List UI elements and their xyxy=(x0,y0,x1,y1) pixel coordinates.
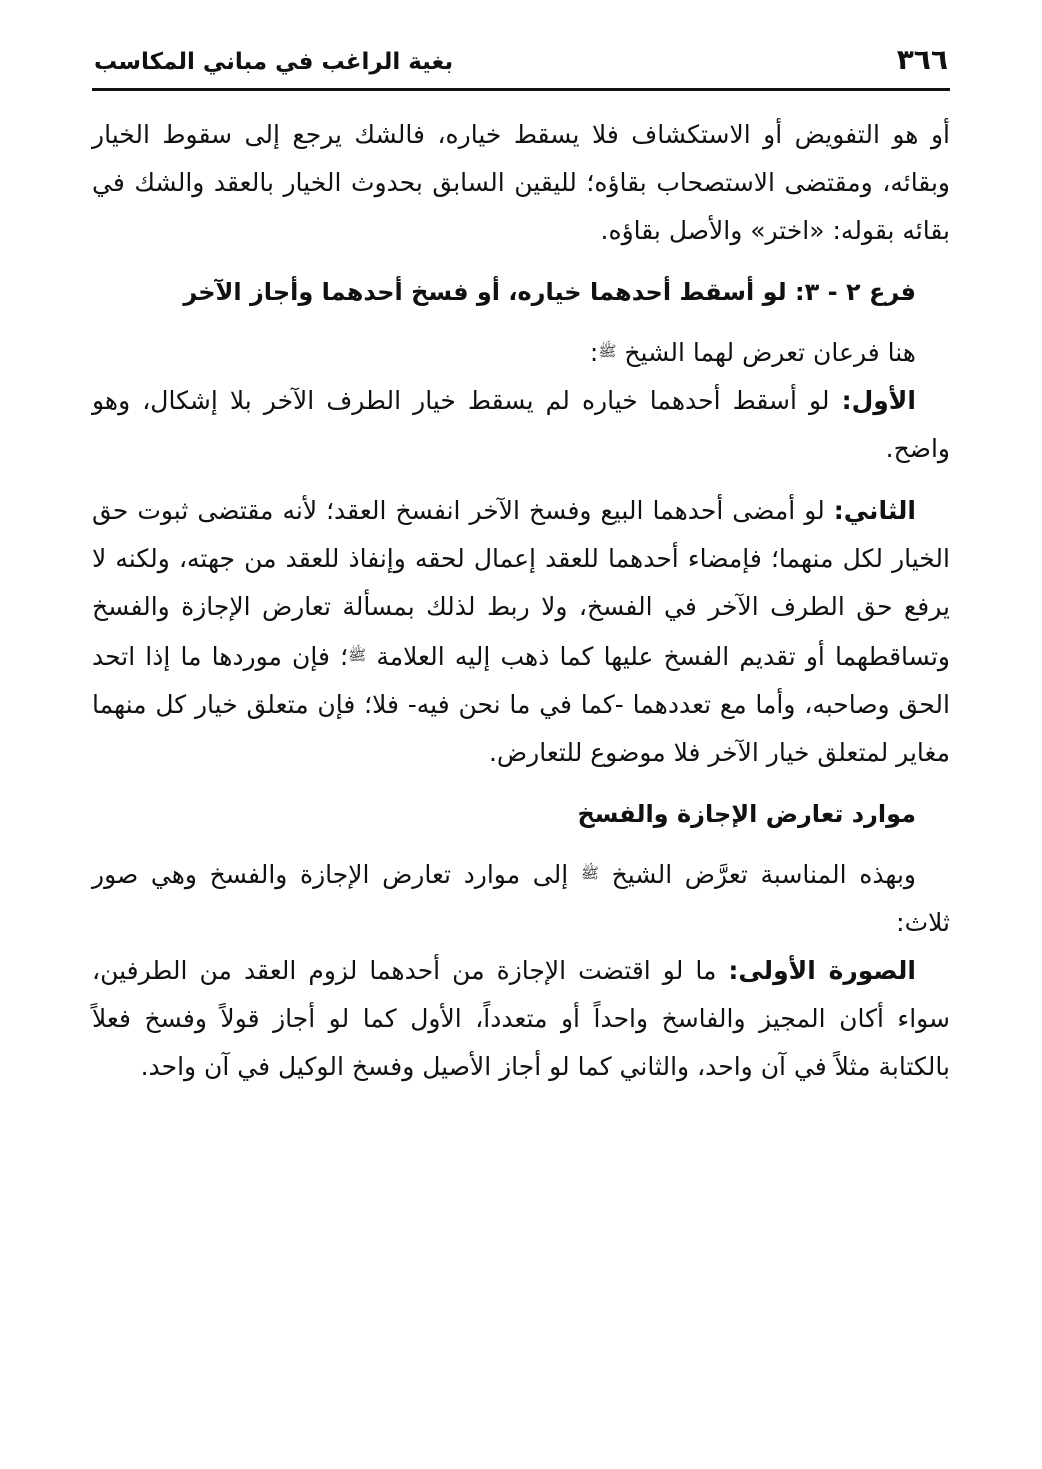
running-header xyxy=(92,36,950,91)
first-form-text: ما لو اقتضت الإجازة من أحدهما لزوم العقد من الطرفين، سواء أكان المجيز والفاسخ واحداً أو متعدداً، الأول كما لو أجاز قولاً وفسخ فعلاً بالكتابة مثلاً في آن واحد، والثاني كما لو أجاز الأصيل وفسخ الوكيل في آن واحد. xyxy=(92,956,950,1081)
first-case-label: الأول: xyxy=(841,386,916,415)
paragraph-first-form xyxy=(92,947,950,1091)
conflict-intro-text: وبهذه المناسبة تعرَّض الشيخ xyxy=(611,860,916,889)
section-heading-branch: فرع ٢ - ٣: لو أسقط أحدهما خياره، أو فسخ أحدهما وأجاز الآخر xyxy=(183,278,916,306)
paragraph-intro xyxy=(92,327,950,377)
section-heading-conflicts: موارد تعارض الإجازة والفسخ xyxy=(577,800,916,828)
second-case-text-end: ؛ فإن موردها ما إذا اتحد الحق وصاحبه، وأما مع تعددهما -كما في ما نحن فيه- فلا؛ فإن متعلق خيار كل منهما مغاير لمتعلق خيار الآخر فلا موضوع للتعارض. xyxy=(92,642,950,767)
honorific-symbol: ﷺ xyxy=(348,646,367,664)
honorific-symbol: ﷺ xyxy=(598,342,617,360)
first-form-label: الصورة الأولى: xyxy=(728,956,916,985)
second-case-text: لو أمضى أحدهما البيع وفسخ الآخر انفسخ العقد؛ لأنه مقتضى ثبوت حق الخيار لكل منهما؛ فإمضاء أحدهما للعقد إعمال لحقه وإنفاذ للعقد من جهته، ولكنه لا يرفع حق الطرف الآخر في الفسخ، ولا ربط لذلك بمسألة تعارض الإجازة والفسخ وتساقطهما أو تقديم الفسخ عليها كما ذهب إليه العلامة xyxy=(92,496,950,671)
paragraph-intro-text: هنا فرعان تعرض لهما الشيخ xyxy=(624,338,916,367)
paragraph-conflict-cases xyxy=(92,849,950,947)
honorific-symbol: ﷺ xyxy=(580,864,599,882)
page-body xyxy=(92,111,950,1091)
paragraph-intro-colon: : xyxy=(589,338,599,367)
book-title: بغية الراغب في مباني المكاسب xyxy=(94,49,454,75)
first-case-text: لو أسقط أحدهما خياره لم يسقط خيار الطرف الآخر بلا إشكال، وهو واضح. xyxy=(92,386,950,463)
paragraph-first-case xyxy=(92,377,950,473)
book-page xyxy=(92,36,950,1436)
second-case-label: الثاني: xyxy=(833,496,916,525)
page-number: ٣٦٦ xyxy=(896,43,948,76)
continued-paragraph: أو هو التفويض أو الاستكشاف فلا يسقط خياره، فالشك يرجع إلى سقوط الخيار وبقائه، ومقتضى الاستصحاب بقاؤه؛ لليقين السابق بحدوث الخيار بالعقد والشك في بقائه بقوله: «اختر» والأصل بقاؤه. xyxy=(92,120,950,245)
conflict-intro-text-end: إلى موارد تعارض الإجازة والفسخ وهي صور ثلاث: xyxy=(92,860,950,937)
paragraph-second-case xyxy=(92,487,950,777)
